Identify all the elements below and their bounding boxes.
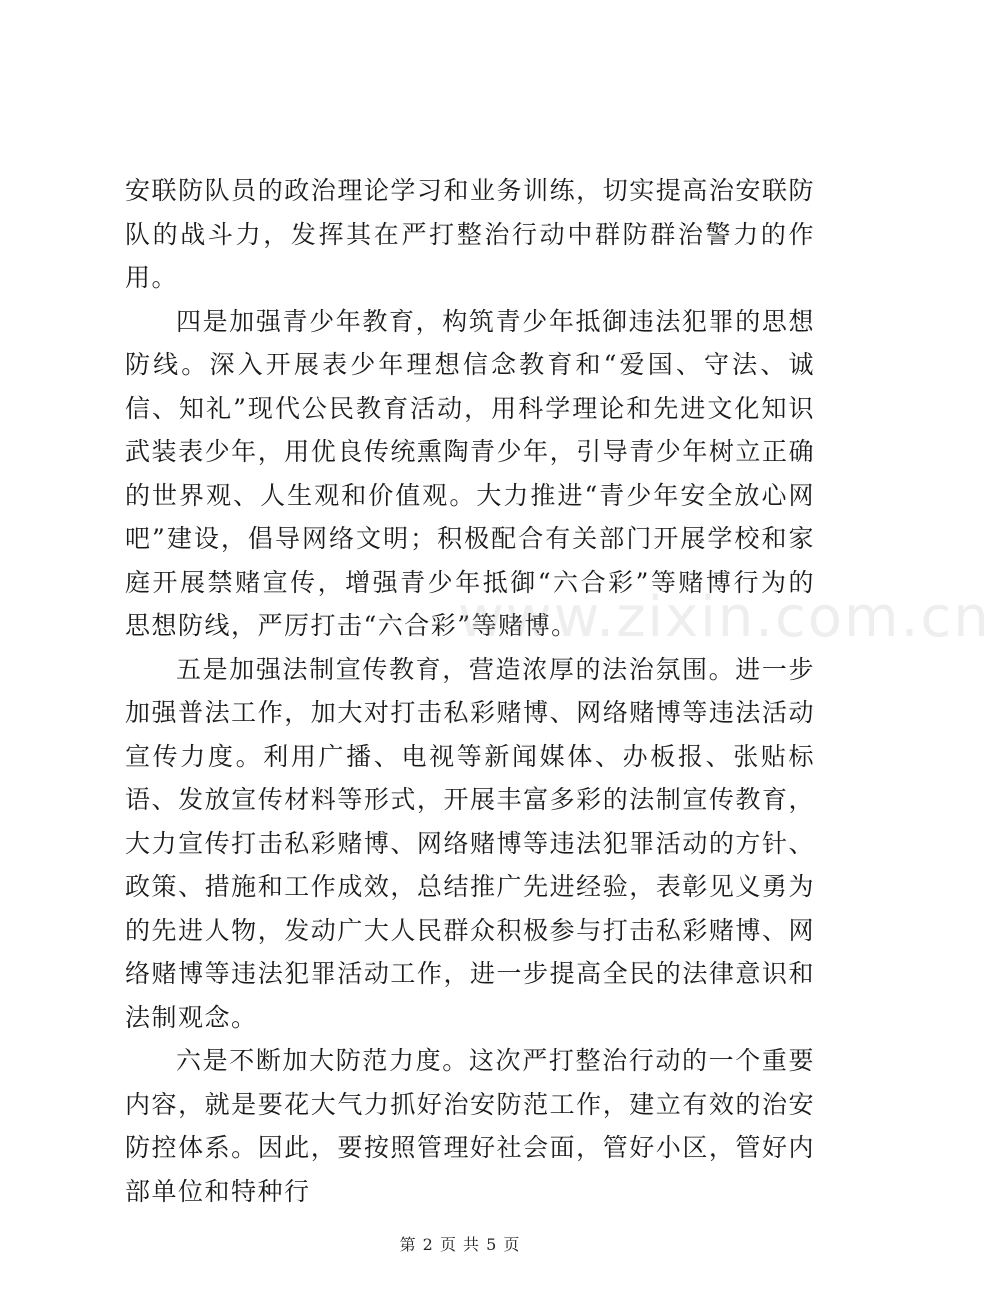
page-footer: 第 2 页 共 5 页 xyxy=(399,1235,521,1254)
document-body xyxy=(125,169,815,1213)
paragraph-4: 六是不断加大防范力度。这次严打整治行动的一个重要内容，就是要花大气力抓好治安防范工作，建立有效的治安防控体系。因此，要按照管理好社会面，管好小区，管好内部单位和特种行 xyxy=(125,1046,815,1206)
watermark: www.zixin.com.cn xyxy=(458,585,991,650)
paragraph-2: 四是加强青少年教育，构筑青少年抵御违法犯罪的思想防线。深入开展表少年理想信念教育和“爱国、守法、诚信、知礼”现代公民教育活动，用科学理论和先进文化知识武装表少年，用优良传统熏陶青少年，引导青少年树立正确的世界观、人生观和价值观。大力推进“青少年安全放心网吧”建设，倡导网络文明；积极配合有关部门开展学校和家庭开展禁赌宣传，增强青少年抵御“六合彩”等赌博行为的思想防线，严厉打击“六合彩”等赌博。 xyxy=(125,306,815,640)
paragraph-1: 安联防队员的政治理论学习和业务训练，切实提高治安联防队的战斗力，发挥其在严打整治行动中群防群治警力的作用。 xyxy=(125,176,815,292)
paragraph-3: 五是加强法制宣传教育，营造浓厚的法治氛围。进一步加强普法工作，加大对打击私彩赌博、网络赌博等违法活动宣传力度。利用广播、电视等新闻媒体、办板报、张贴标语、发放宣传材料等形式，开展丰富多彩的法制宣传教育，大力宣传打击私彩赌博、网络赌博等违法犯罪活动的方针、政策、措施和工作成效，总结推广先进经验，表彰见义勇为的先进人物，发动广大人民群众积极参与打击私彩赌博、网络赌博等违法犯罪活动工作，进一步提高全民的法律意识和法制观念。 xyxy=(125,654,815,1032)
